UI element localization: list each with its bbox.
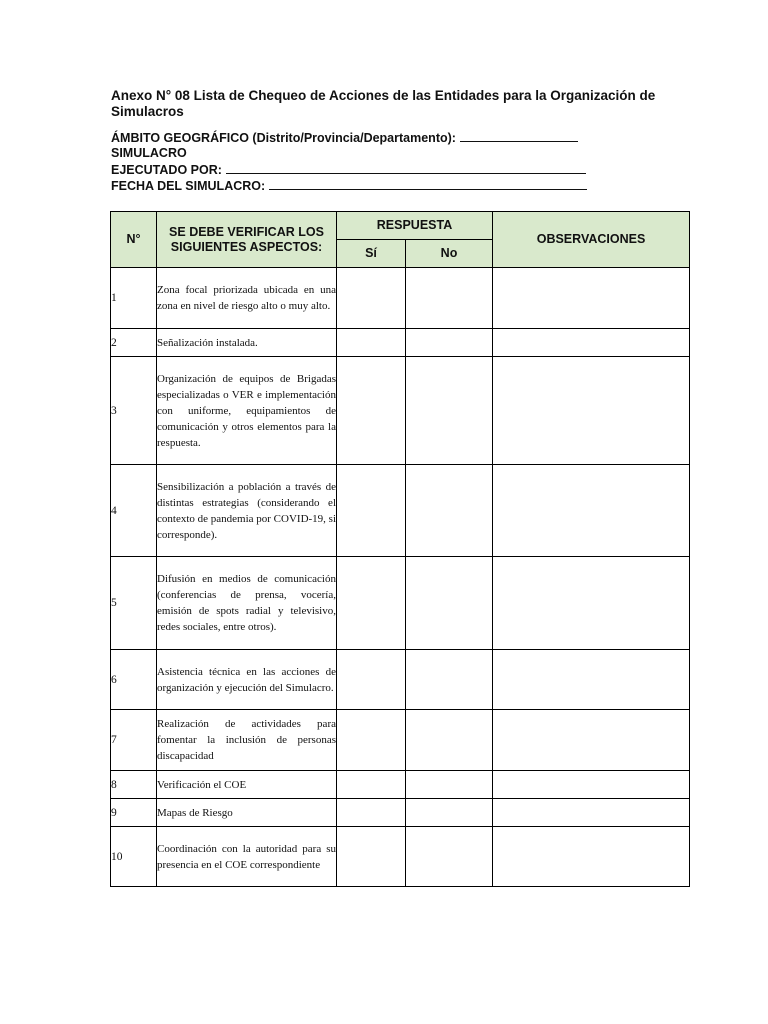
row-aspect: Difusión en medios de comunicación (conferencias de prensa, vocería, emisión de spots radial y televisivo, redes sociales, entre otros). bbox=[157, 557, 337, 650]
field-label: SIMULACRO bbox=[111, 146, 187, 160]
row-aspect: Asistencia técnica en las acciones de organización y ejecución del Simulacro. bbox=[157, 650, 337, 710]
response-yes-cell[interactable] bbox=[337, 557, 406, 650]
header-number: N° bbox=[111, 212, 157, 268]
response-yes-cell[interactable] bbox=[337, 710, 406, 771]
observations-cell[interactable] bbox=[493, 771, 690, 799]
observations-cell[interactable] bbox=[493, 357, 690, 465]
response-no-cell[interactable] bbox=[406, 329, 493, 357]
table-row bbox=[111, 357, 690, 465]
table-row bbox=[111, 650, 690, 710]
document-title: Anexo N° 08 Lista de Chequeo de Acciones de las Entidades para la Organización de Simulacros bbox=[111, 88, 656, 119]
checklist-table bbox=[110, 211, 690, 887]
row-number: 9 bbox=[111, 799, 157, 827]
row-number: 7 bbox=[111, 710, 157, 771]
table-row bbox=[111, 710, 690, 771]
response-yes-cell[interactable] bbox=[337, 799, 406, 827]
row-number: 1 bbox=[111, 268, 157, 329]
observations-cell[interactable] bbox=[493, 799, 690, 827]
response-no-cell[interactable] bbox=[406, 557, 493, 650]
row-aspect: Sensibilización a población a través de distintas estrategias (considerando el contexto de pandemia por COVID-19, si corresponde). bbox=[157, 465, 337, 557]
response-yes-cell[interactable] bbox=[337, 771, 406, 799]
observations-cell[interactable] bbox=[493, 827, 690, 887]
row-aspect: Realización de actividades para fomentar la inclusión de personas discapacidad bbox=[157, 710, 337, 771]
field-ambito-geografico bbox=[111, 129, 611, 146]
response-no-cell[interactable] bbox=[406, 268, 493, 329]
field-simulacro bbox=[111, 145, 611, 161]
response-yes-cell[interactable] bbox=[337, 329, 406, 357]
blank-line bbox=[460, 129, 578, 142]
row-aspect: Mapas de Riesgo bbox=[157, 799, 337, 827]
observations-cell[interactable] bbox=[493, 329, 690, 357]
blank-line bbox=[226, 161, 586, 174]
observations-cell[interactable] bbox=[493, 465, 690, 557]
row-aspect: Verificación el COE bbox=[157, 771, 337, 799]
row-aspect: Coordinación con la autoridad para su presencia en el COE correspondiente bbox=[157, 827, 337, 887]
row-number: 3 bbox=[111, 357, 157, 465]
response-yes-cell[interactable] bbox=[337, 357, 406, 465]
table-row bbox=[111, 329, 690, 357]
response-no-cell[interactable] bbox=[406, 650, 493, 710]
row-aspect: Zona focal priorizada ubicada en una zona en nivel de riesgo alto o muy alto. bbox=[157, 268, 337, 329]
observations-cell[interactable] bbox=[493, 650, 690, 710]
row-number: 8 bbox=[111, 771, 157, 799]
field-label: FECHA DEL SIMULACRO: bbox=[111, 179, 266, 193]
response-no-cell[interactable] bbox=[406, 710, 493, 771]
table-row bbox=[111, 465, 690, 557]
field-label: EJECUTADO POR: bbox=[111, 163, 222, 177]
table-row bbox=[111, 799, 690, 827]
header-yes: Sí bbox=[337, 240, 406, 268]
table-row bbox=[111, 557, 690, 650]
response-no-cell[interactable] bbox=[406, 827, 493, 887]
row-aspect: Señalización instalada. bbox=[157, 329, 337, 357]
blank-line bbox=[269, 177, 587, 190]
row-number: 2 bbox=[111, 329, 157, 357]
table-row bbox=[111, 268, 690, 329]
response-no-cell[interactable] bbox=[406, 799, 493, 827]
field-ejecutado-por bbox=[111, 161, 611, 178]
response-no-cell[interactable] bbox=[406, 465, 493, 557]
row-number: 4 bbox=[111, 465, 157, 557]
response-yes-cell[interactable] bbox=[337, 650, 406, 710]
header-no: No bbox=[406, 240, 493, 268]
response-no-cell[interactable] bbox=[406, 357, 493, 465]
response-yes-cell[interactable] bbox=[337, 465, 406, 557]
observations-cell[interactable] bbox=[493, 268, 690, 329]
response-yes-cell[interactable] bbox=[337, 268, 406, 329]
row-number: 5 bbox=[111, 557, 157, 650]
table-row bbox=[111, 771, 690, 799]
table-row bbox=[111, 827, 690, 887]
observations-cell[interactable] bbox=[493, 710, 690, 771]
response-no-cell[interactable] bbox=[406, 771, 493, 799]
field-label: ÁMBITO GEOGRÁFICO (Distrito/Provincia/Departamento): bbox=[111, 131, 456, 145]
row-aspect: Organización de equipos de Brigadas especializadas o VER e implementación con uniforme, equipamientos de comunicación y otros elementos para la respuesta. bbox=[157, 357, 337, 465]
response-yes-cell[interactable] bbox=[337, 827, 406, 887]
header-response: RESPUESTA bbox=[337, 212, 493, 240]
observations-cell[interactable] bbox=[493, 557, 690, 650]
field-fecha-simulacro bbox=[111, 177, 611, 194]
row-number: 6 bbox=[111, 650, 157, 710]
header-observations: OBSERVACIONES bbox=[493, 212, 690, 268]
row-number: 10 bbox=[111, 827, 157, 887]
header-aspects: SE DEBE VERIFICAR LOS SIGUIENTES ASPECTOS: bbox=[157, 212, 337, 268]
